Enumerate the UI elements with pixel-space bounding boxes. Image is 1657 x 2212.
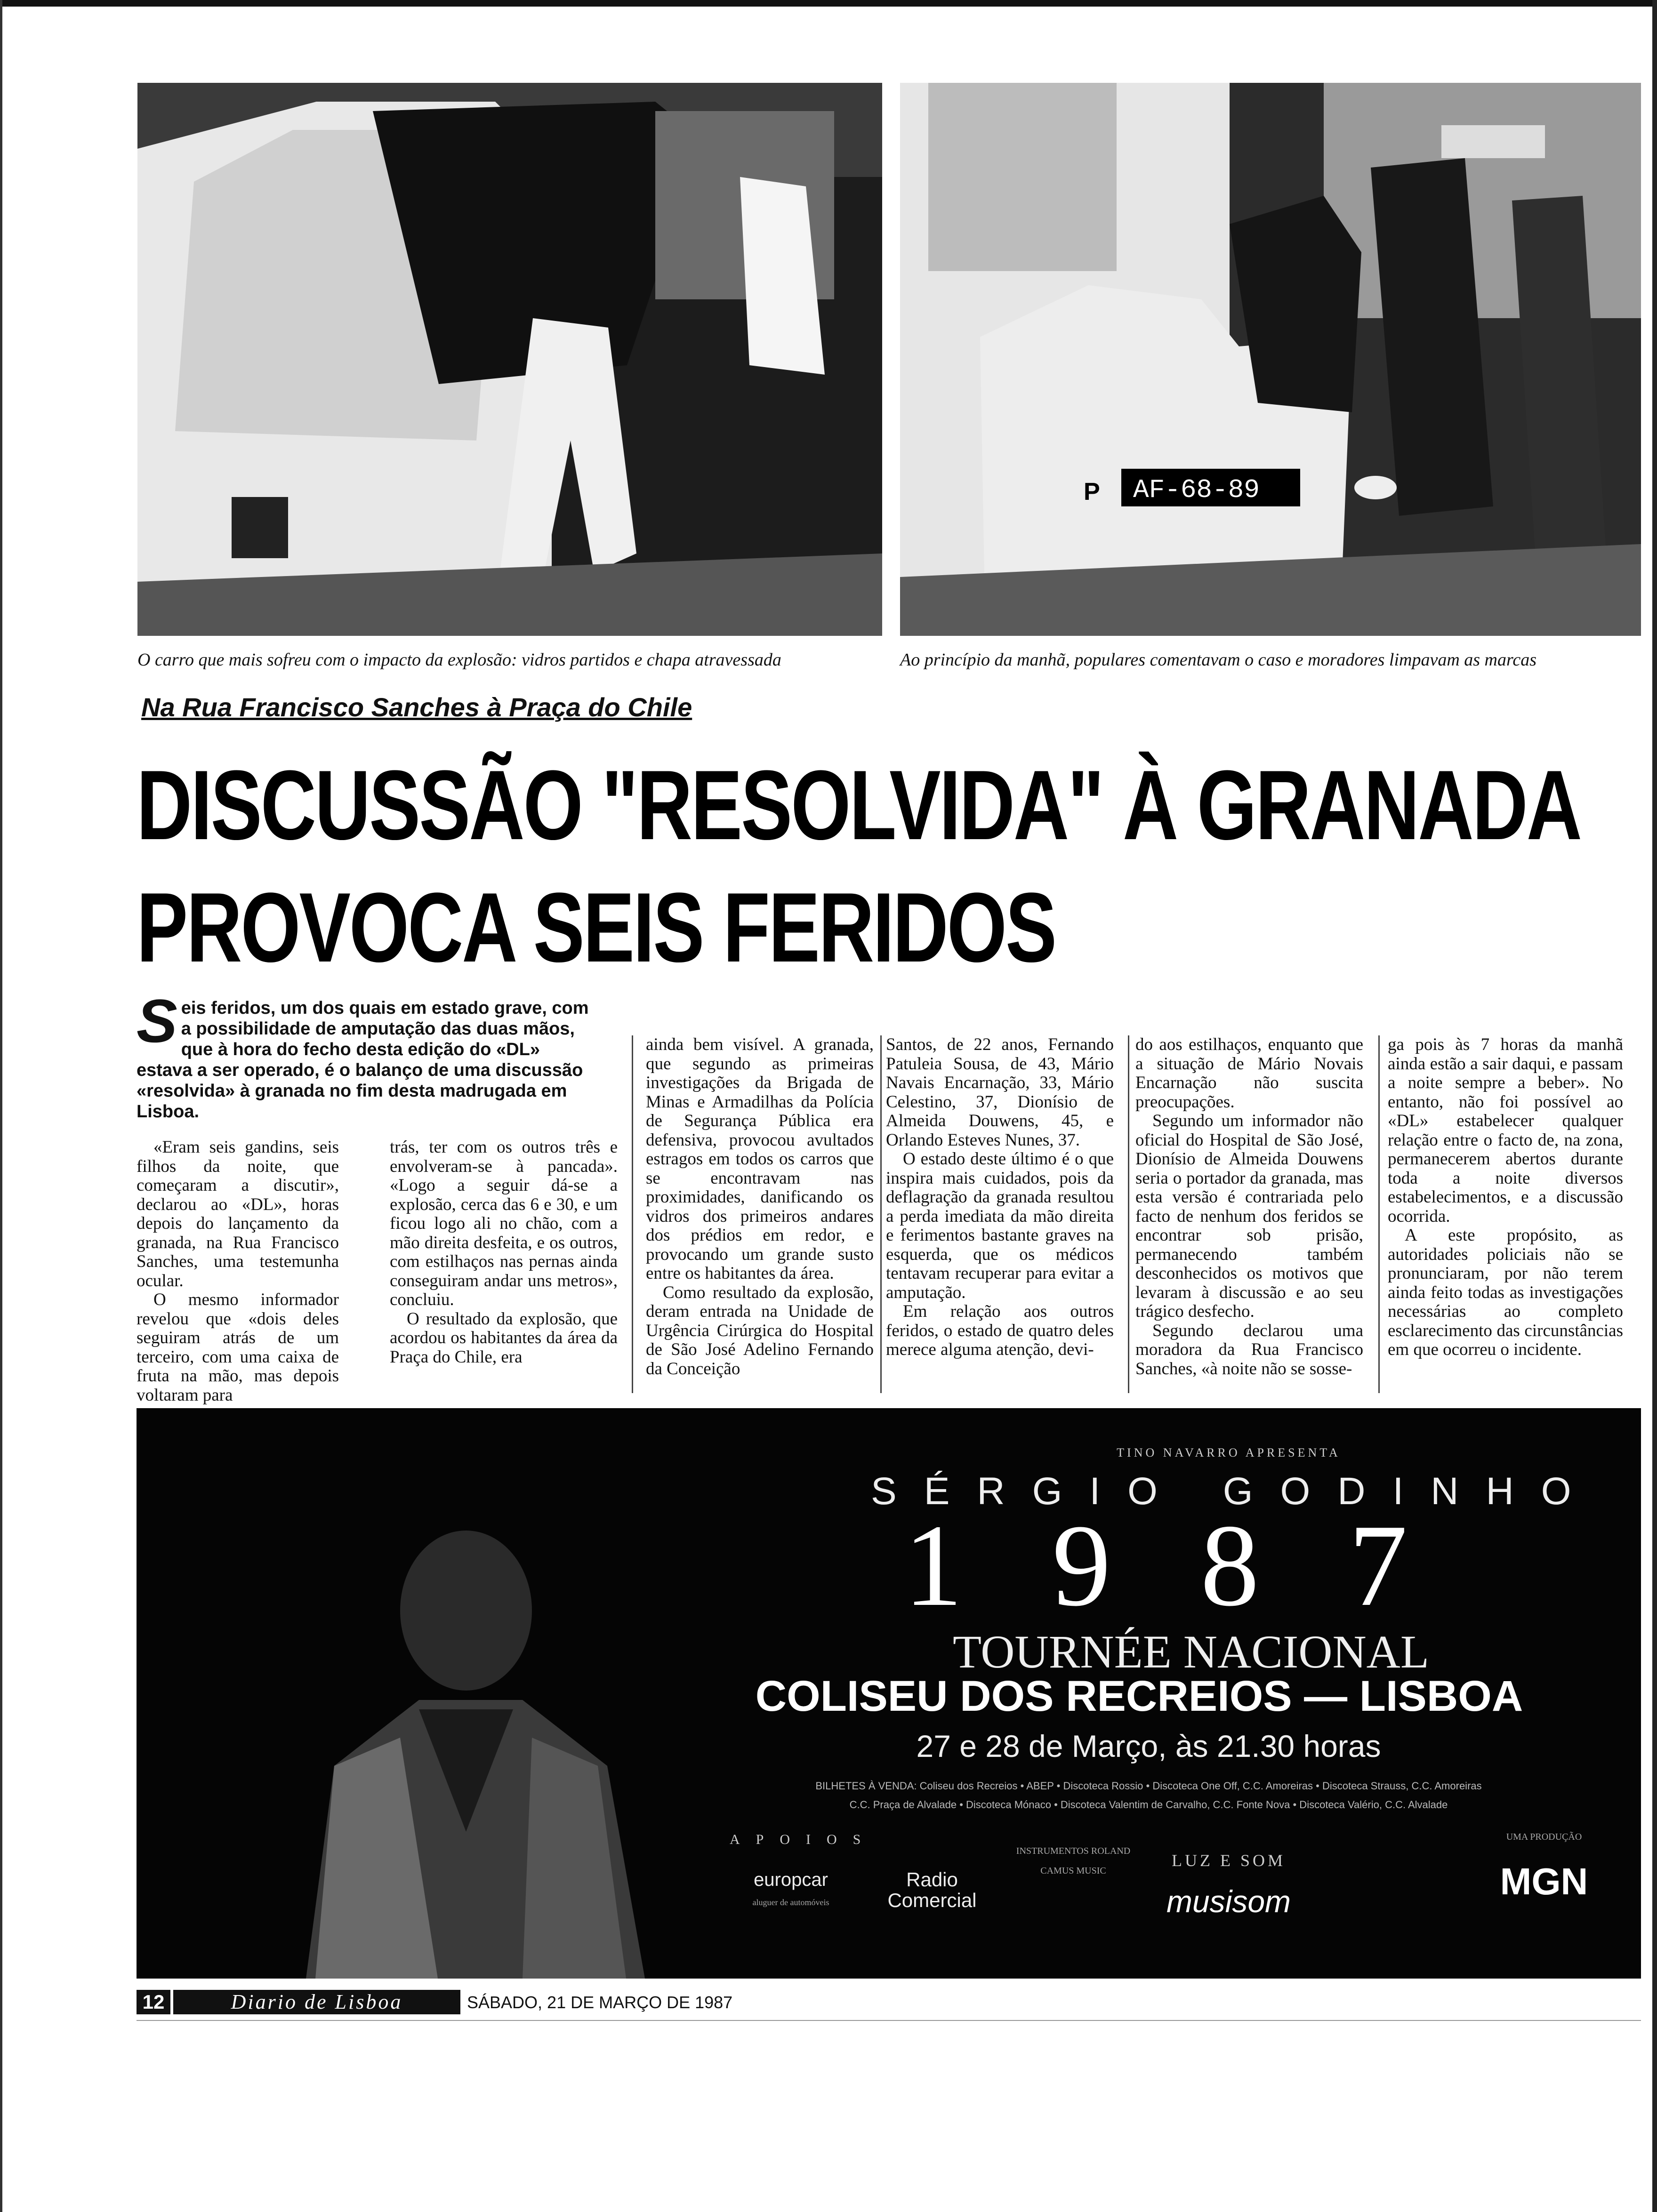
license-plate-text: AF-68-89 <box>1133 475 1260 505</box>
ad-venue: COLISEU DOS RECREIOS — LISBOA <box>755 1672 1523 1720</box>
ad-year: 1987 <box>904 1500 1497 1631</box>
photo-damaged-car-image <box>137 83 882 636</box>
paragraph: O estado deste último é o que inspira mais cuidados, pois da deflagração da granada resultou a perda imediata da mão direita e ferimentos bastante graves na esquerda, que os médicos tentavam recuperar para evitar a amputação. <box>886 1149 1114 1302</box>
column-rule <box>1128 1035 1129 1393</box>
paragraph: Como resultado da explosão, deram entrada na Unidade de Urgência Cirúrgica do Hospital de São José Adelino Fernando da Conceição <box>646 1282 874 1378</box>
paragraph: O resultado da explosão, que acordou os habitantes da área da Praça do Chile, era <box>390 1309 618 1367</box>
ad-ticket-outlets-2: C.C. Praça de Alvalade • Discoteca Mónaco • Discoteca Valentim de Carvalho, C.C. Fonte Nova • Discoteca Valério, C.C. Alvalade <box>849 1799 1448 1811</box>
column-rule <box>1378 1035 1380 1393</box>
photo-street-scene-image <box>900 83 1641 636</box>
article-column-1a <box>137 1138 339 1405</box>
ad-ticket-outlets: BILHETES À VENDA: Coliseu dos Recreios • ABEP • Discoteca Rossio • Discoteca One Off, C.C. Amoreiras • Discoteca Strauss, C.C. Amoreiras <box>815 1780 1482 1792</box>
photo-caption-right: Ao princípio da manhã, populares comentavam o caso e moradores limpavam as marcas <box>900 650 1537 670</box>
producer-mgn-logo: MGN <box>1500 1860 1588 1902</box>
ad-support-label: APOIOS <box>730 1832 877 1847</box>
article-kicker: Na Rua Francisco Sanches à Praça do Chile <box>141 692 692 722</box>
paragraph: O mesmo informador revelou que «dois deles seguiram atrás de um terceiro, com uma caixa de fruta na mão, mas depois voltaram para <box>137 1290 339 1405</box>
paragraph: «Eram seis gandins, seis filhos da noite, que começaram a discutir», declarou ao «DL», horas depois do lançamento da granada, na Rua Francisco Sanches, uma testemunha ocular. <box>137 1138 339 1290</box>
column-rule <box>880 1035 882 1393</box>
license-plate-prefix: P <box>1084 478 1100 505</box>
sponsor-europcar-logo: europcar <box>754 1869 828 1890</box>
ad-tour-title: TOURNÉE NACIONAL <box>953 1626 1429 1678</box>
paragraph: do aos estilhaços, enquanto que a situação de Mário Novais Encarnação não suscita preocupações. <box>1135 1035 1363 1112</box>
page-number: 12 <box>137 1990 170 2014</box>
paragraph: trás, ter com os outros três e envolveram-se à pancada». «Logo a seguir dá-se a explosão, cerca das 6 e 30, e um ficou logo ali no chão, com a mão direita desfeita, e os outros, com estilhaços nas pernas ainda conseguiram andar uns metros», concluiu. <box>390 1138 618 1309</box>
sponsor-instruments: INSTRUMENTOS ROLAND CAMUS MUSIC <box>1016 1846 1131 1876</box>
paragraph: Santos, de 22 anos, Fernando Patuleia Sousa, de 43, Mário Navais Encarnação, 33, Mário Celestino, 37, Dionísio de Almeida Douwens, 45, e Orlando Esteves Nunes, 37. <box>886 1035 1114 1150</box>
article-column-1b <box>390 1138 618 1392</box>
paragraph: Segundo declarou uma moradora da Rua Francisco Sanches, «à noite não se sosse- <box>1135 1321 1363 1378</box>
headline-line-2: PROVOCA SEIS FERIDOS <box>137 872 1056 983</box>
paragraph: ainda bem visível. A granada, que segundo as primeiras investigações da Brigada de Minas e Armadilhas da Polícia de Segurança Pública era defensiva, provocou avultados estragos em todos os carros que se encontravam nas proximidades, danificando os vidros dos primeiros andares dos prédios em redor, e provocando um grande susto entre os habitantes da área. <box>646 1035 874 1283</box>
sponsor-radio-comercial: Radio Comercial <box>887 1868 977 1911</box>
article-lead <box>137 986 598 1122</box>
ad-presenter: TINO NAVARRO APRESENTA <box>1117 1446 1341 1459</box>
concert-advertisement <box>137 1408 1641 1979</box>
page-border-left <box>0 0 2 2212</box>
photo-street-scene <box>900 83 1641 636</box>
paragraph: A este propósito, as autoridades policiais não se pronunciaram, por não terem ainda feito todas as investigações necessárias ao completo esclarecimento das circunstâncias em que ocorreu o incidente. <box>1388 1226 1623 1359</box>
sponsor-europcar-tagline: aluguer de automóveis <box>752 1898 829 1907</box>
ad-dates: 27 e 28 de Março, às 21.30 horas <box>916 1729 1381 1763</box>
newspaper-masthead: Diario de Lisboa <box>173 1990 460 2014</box>
ad-artist-name: SÉRGIO GODINHO <box>871 1470 1599 1513</box>
photo-damaged-car <box>137 83 882 636</box>
article-column-4 <box>1135 1035 1363 1392</box>
article-column-3 <box>886 1035 1114 1392</box>
page-border-top <box>0 0 1657 7</box>
paragraph: Segundo um informador não oficial do Hospital de São José, Dionísio de Almeida Douwens seria o portador da granada, mas esta versão é contrariada pelo facto de nenhum dos feridos se encontrar sob prisão, permanecendo também desconhecidos os motivos que levaram à discussão e ao seu trágico desfecho. <box>1135 1111 1363 1321</box>
article-column-5 <box>1388 1035 1623 1392</box>
ad-producer-label: UMA PRODUÇÃO <box>1506 1832 1582 1842</box>
footer-rule <box>137 2020 1641 2021</box>
article-column-2 <box>646 1035 874 1392</box>
artist-portrait <box>137 1408 748 1979</box>
headline-line-1: DISCUSSÃO "RESOLVIDA" À GRANADA <box>137 750 1581 860</box>
lead-dropcap: S <box>137 986 177 1055</box>
sponsor-luz-e-som: LUZ E SOM <box>1172 1851 1286 1870</box>
paragraph: Em relação aos outros feridos, o estado de quatro deles merece alguma atenção, devi- <box>886 1302 1114 1359</box>
page-border-right <box>1652 0 1657 2212</box>
paragraph: ga pois às 7 horas da manhã ainda estão a sair daqui, e passam a noite sempre a beber». No entanto, não foi possível ao «DL» estabelecer qualquer relação entre o facto de, na zona, permanecerem abertos durante toda a noite diversos estabelecimentos, e a discussão ocorrida. <box>1388 1035 1623 1226</box>
lead-text: eis feridos, um dos quais em estado grave, com a possibilidade de amputação das duas mãos, que à hora do fecho desta edição do «DL» estava a ser operado, é o balanço de uma discussão «resolvida» à granada no fim desta madrugada em Lisboa. <box>137 998 589 1122</box>
page-footer <box>137 1990 843 2016</box>
issue-date: SÁBADO, 21 DE MARÇO DE 1987 <box>467 1993 733 2012</box>
photo-caption-left: O carro que mais sofreu com o impacto da explosão: vidros partidos e chapa atravessada <box>137 650 781 670</box>
column-rule <box>632 1035 633 1393</box>
sponsor-musisom-logo: musisom <box>1166 1884 1291 1919</box>
